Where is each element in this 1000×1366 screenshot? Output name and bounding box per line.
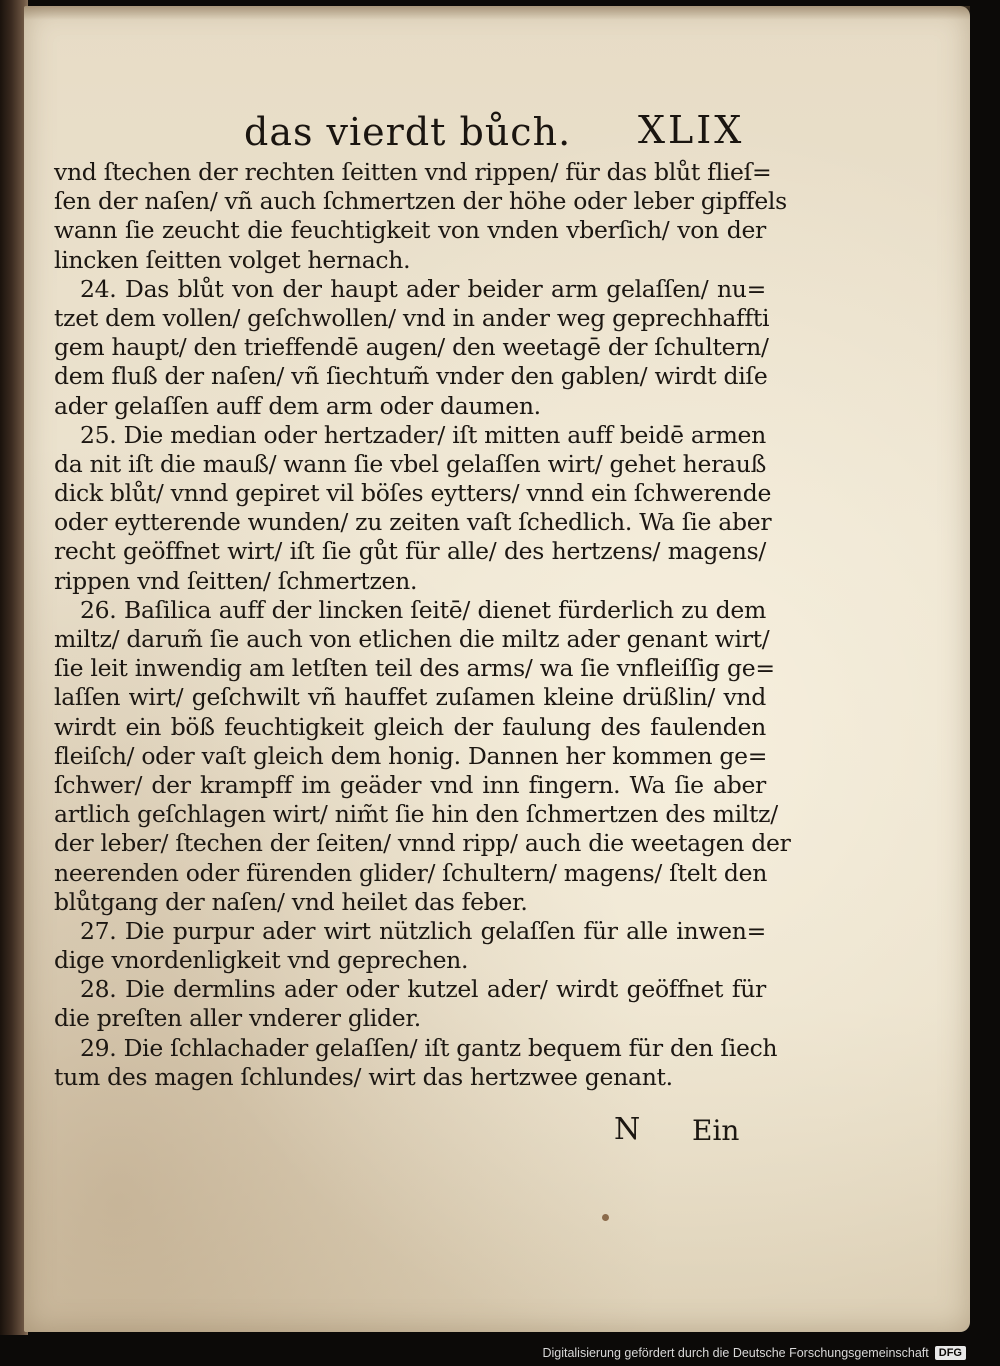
- funding-credit: Digitalisierung gefördert durch die Deutsche Forschungsgemeinschaft: [542, 1346, 929, 1360]
- text-line: tzet dem vollen/ geſchwollen/ vnd in ander weg geprechhaffti: [54, 303, 770, 332]
- page-shadow: [24, 6, 970, 20]
- text-line: oder eytterende wunden/ zu zeiten vaſt ſchedlich. Wa ſie aber: [54, 508, 772, 537]
- text-line: ſie leit inwendig am letſten teil des arms/ wa ſie vnfleiſſig ge=: [54, 654, 775, 683]
- text-line: 24. Das blůt von der haupt ader beider arm gelaſſen/ nu=: [80, 274, 766, 303]
- text-line: 28. Die dermlins ader oder kutzel ader/ wirdt geöffnet für: [80, 975, 766, 1004]
- text-line: lincken ſeitten volget hernach.: [54, 245, 411, 274]
- page-header: [24, 106, 970, 156]
- text-line: 25. Die median oder hertzader/ iſt mitten auff beidē armen: [80, 420, 766, 449]
- text-line: da nit iſt die mauß/ wann ſie vbel gelaſſen wirt/ gehet herauß: [54, 449, 766, 478]
- signature-mark: N: [614, 1112, 641, 1147]
- text-line: 27. Die purpur ader wirt nützlich gelaſſen für alle inwen=: [80, 916, 766, 945]
- digitization-footer: [542, 1342, 966, 1364]
- catch-line: [24, 1112, 970, 1152]
- text-line: ſchwer/ der krampff im geäder vnd inn fingern. Wa ſie aber: [54, 770, 766, 799]
- text-line: rippen vnd ſeitten/ ſchmertzen.: [54, 566, 418, 595]
- text-line: ſen der naſen/ vñ auch ſchmertzen der höhe oder leber gipffels: [54, 187, 787, 216]
- text-line: fleiſch/ oder vaſt gleich dem honig. Dannen her kommen ge=: [54, 741, 768, 770]
- text-line: ader gelaſſen auff dem arm oder daumen.: [54, 391, 541, 420]
- text-line: vnd ſtechen der rechten ſeitten vnd rippen/ für das blůt flieſ=: [54, 158, 772, 186]
- text-line: dem fluß der naſen/ vñ ſiechtum̃ vnder den gablen/ wirdt diſe: [54, 362, 768, 391]
- text-line: blůtgang der naſen/ vnd heilet das feber.: [54, 887, 528, 916]
- text-line: artlich geſchlagen wirt/ nim̃t ſie hin den ſchmertzen des miltz/: [54, 800, 778, 829]
- body-text: [54, 158, 791, 1092]
- text-line: der leber/ ſtechen der ſeiten/ vnnd ripp/ auch die weetagen der: [54, 829, 791, 858]
- text-line: neerenden oder fürenden glider/ ſchultern/ magens/ ſtelt den: [54, 858, 768, 887]
- book-page: [24, 6, 970, 1332]
- catchword: Ein: [692, 1114, 740, 1147]
- text-line: die preſten aller vnderer glider.: [54, 1004, 421, 1033]
- text-line: wirdt ein böß feuchtigkeit gleich der faulung des faulenden: [54, 712, 766, 741]
- running-title: das vierdt bůch.: [244, 110, 572, 154]
- text-line: recht geöffnet wirt/ iſt ſie gůt für alle/ des hertzens/ magens/: [54, 537, 766, 566]
- text-line: tum des magen ſchlundes/ wirt das hertzwee genant.: [54, 1062, 673, 1091]
- text-line: 26. Baſilica auff der lincken ſeitē/ dienet fürderlich zu dem: [80, 595, 766, 624]
- text-line: wann ſie zeucht die feuchtigkeit von vnden vberſich/ von der: [54, 216, 766, 245]
- folio-number: XLIX: [638, 108, 745, 152]
- text-line: dige vnordenligkeit vnd geprechen.: [54, 946, 469, 975]
- text-line: gem haupt/ den trieffendē augen/ den weetagē der ſchultern/: [54, 333, 769, 362]
- dfg-logo: DFG: [935, 1346, 966, 1360]
- text-line: 29. Die ſchlachader gelaſſen/ iſt gantz bequem für den ſiech: [80, 1033, 778, 1062]
- text-line: dick blůt/ vnnd gepiret vil böſes eytters/ vnnd ein ſchwerende: [54, 479, 772, 508]
- text-line: miltz/ darum̃ ſie auch von etlichen die miltz ader genant wirt/: [54, 625, 770, 653]
- paper-spot: [602, 1214, 609, 1221]
- text-line: laſſen wirt/ geſchwilt vñ hauffet zuſamen kleine drüßlin/ vnd: [54, 683, 766, 712]
